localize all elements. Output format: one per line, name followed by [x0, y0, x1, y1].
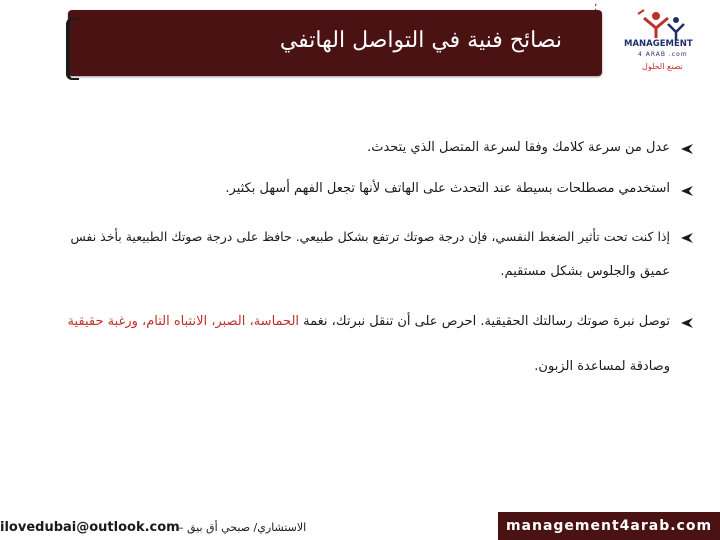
- corner-mark: ؛: [594, 2, 598, 13]
- bullet-text: استخدمي مصطلحات بسيطة عند التحدث على الهاتف لأنها تجعل الفهم أسهل بكثير.: [225, 181, 670, 196]
- bullet-text: إذا كنت تحت تأثير الضغط النفسي، فإن درجة صوتك ترتفع بشكل طبيعي. حافظ على درجة صوتك الطبيعية بأخذ نفس: [70, 229, 670, 244]
- logo-tagline: نصنع الحلول: [642, 62, 683, 71]
- slide-title: نصائح فنية في التواصل الهاتفي: [279, 28, 562, 53]
- logo-subtext: 4 ARAB .com: [638, 51, 688, 58]
- arrow-bullet-icon: [680, 316, 694, 330]
- corner-mark: ؛: [67, 10, 71, 21]
- logo-wordmark: MANAGEMENT: [624, 39, 693, 49]
- bullet-text-continued: عميق والجلوس بشكل مستقيم.: [500, 264, 670, 279]
- footer-email: ilovedubai@outlook.com: [0, 520, 180, 535]
- bullet-text-continued: وصادقة لمساعدة الزبون.: [534, 359, 670, 374]
- bullet-text: عدل من سرعة كلامك وفقا لسرعة المتصل الذي يتحدث.: [367, 140, 670, 155]
- highlighted-text: الحماسة، الصبر، الانتباه التام، ورغبة حقيقية: [67, 314, 300, 329]
- bullet-text-part: توصل نبرة صوتك رسالتك الحقيقية. احرص على أن تنقل نبرتك، نغمة: [303, 314, 670, 329]
- arrow-bullet-icon: [680, 184, 694, 198]
- bullet-text: [68, 314, 671, 329]
- arrow-bullet-icon: [680, 142, 694, 156]
- arrow-bullet-icon: [680, 231, 694, 245]
- footer-author: الاستشاري/ صبحي أق بيق –: [178, 521, 307, 534]
- footer-website: management4arab.com: [498, 512, 720, 540]
